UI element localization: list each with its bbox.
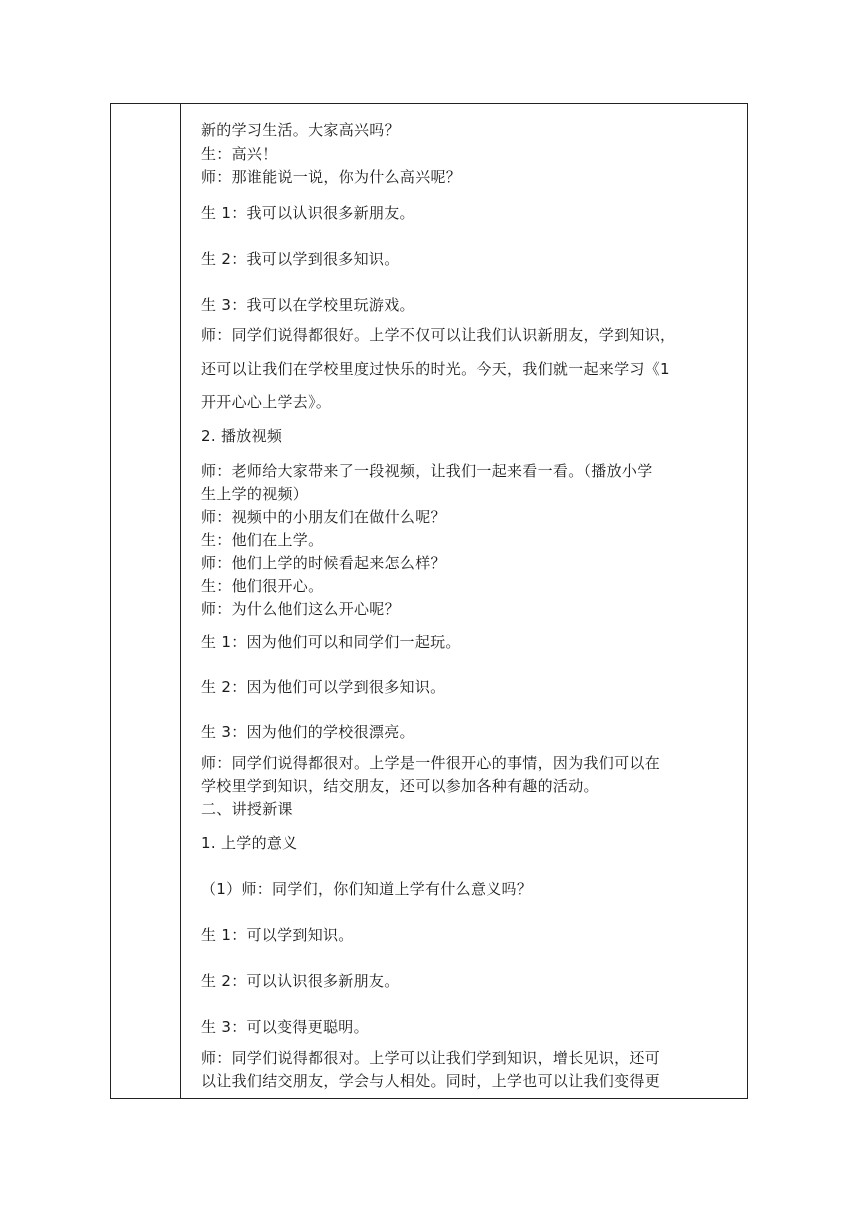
section-heading: 2. 播放视频	[201, 427, 283, 445]
text-line: 师：视频中的小朋友们在做什么呢？	[201, 508, 446, 526]
text-line: 生 3：我可以在学校里玩游戏。	[201, 296, 415, 314]
text-line: 生 2：可以认识很多新朋友。	[201, 972, 400, 990]
text-line: 生 3：可以变得更聪明。	[201, 1018, 369, 1036]
text-line: 师：那谁能说一说，你为什么高兴呢？	[201, 168, 462, 186]
text-line: 以让我们结交朋友，学会与人相处。同时，上学也可以让我们变得更	[201, 1072, 661, 1090]
text-line: 生 3：因为他们的学校很漂亮。	[201, 723, 415, 741]
text-line: 还可以让我们在学校里度过快乐的时光。今天，我们就一起来学习《1	[201, 360, 670, 378]
table-left-column	[111, 104, 181, 1098]
text-line: 师：同学们说得都很好。上学不仅可以让我们认识新朋友，学到知识，	[201, 326, 676, 344]
section-heading: 二、讲授新课	[201, 800, 293, 818]
text-line: 生 2：因为他们可以学到很多知识。	[201, 678, 446, 696]
text-line: 师：他们上学的时候看起来怎么样？	[201, 554, 446, 572]
section-heading: 1. 上学的意义	[201, 834, 298, 852]
text-line: 师：老师给大家带来了一段视频，让我们一起来看一看。（播放小学	[201, 462, 653, 480]
text-line: 生 2：我可以学到很多知识。	[201, 250, 400, 268]
lesson-table	[110, 103, 748, 1099]
text-line: 开开心心上学去》。	[201, 393, 332, 411]
text-line: 生 1：可以学到知识。	[201, 926, 354, 944]
text-line: 学校里学到知识，结交朋友，还可以参加各种有趣的活动。	[201, 777, 599, 795]
text-line: 师：为什么他们这么开心呢？	[201, 600, 400, 618]
text-line: 生：高兴！	[201, 145, 278, 163]
text-line: 生：他们在上学。	[201, 531, 324, 549]
text-line: 师：同学们说得都很对。上学可以让我们学到知识，增长见识，还可	[201, 1049, 661, 1067]
text-line: 生 1：我可以认识很多新朋友。	[201, 204, 415, 222]
text-line: 生 1：因为他们可以和同学们一起玩。	[201, 633, 461, 651]
text-line: 师：同学们说得都很对。上学是一件很开心的事情，因为我们可以在	[201, 754, 661, 772]
text-line: 生：他们很开心。	[201, 577, 324, 595]
text-line: （1）师：同学们，你们知道上学有什么意义吗？	[201, 880, 533, 898]
text-line: 新的学习生活。大家高兴吗？	[201, 121, 400, 139]
text-line: 生上学的视频）	[201, 485, 309, 503]
